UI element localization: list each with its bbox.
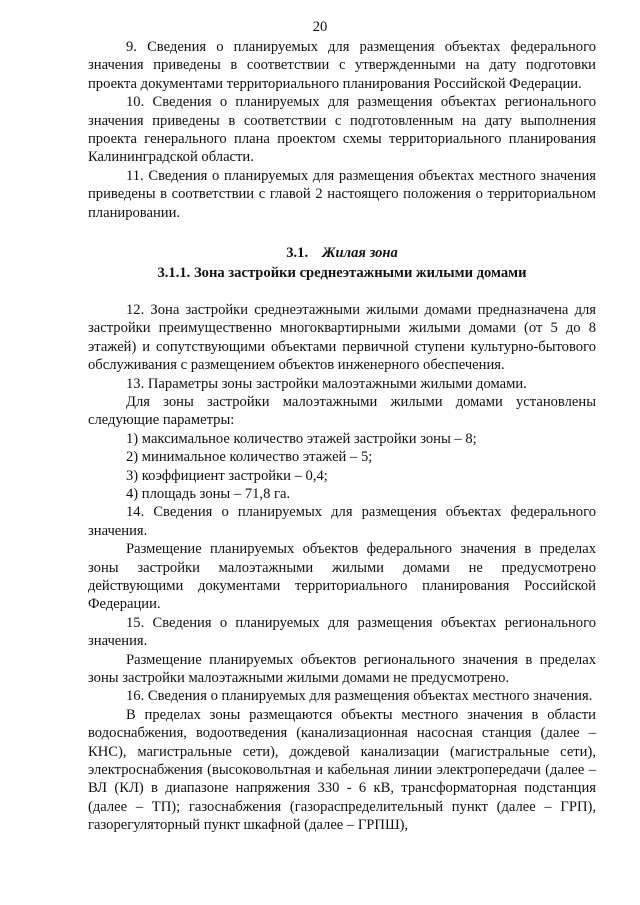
paragraph-11: 11. Сведения о планируемых для размещения объектах местного значения приведены в соответствии с главой 2 настоящего положения о территориальном планировании. [88,167,596,221]
param-item-2: 2) минимальное количество этажей – 5; [126,449,373,466]
section-title: Жилая зона [322,245,398,262]
param-item-1: 1) максимальное количество этажей застройки зоны – 8; [126,430,477,447]
document-body [88,38,596,835]
param-item-4: 4) площадь зоны – 71,8 га. [126,485,291,502]
subsection-heading: 3.1.1. Зона застройки среднеэтажными жилыми домами [157,265,527,282]
paragraph-16-text: В пределах зоны размещаются объекты местного значения в области водоснабжения, водоотведения (канализационная насосная станция (далее – КНС), магистральные сети), дождевой канализации (магистральные сети), электроснабжения (высоковольтная и кабельная линии электропередачи (далее – ВЛ (КЛ) в диапазоне напряжения 330 - 6 кВ, трансформаторная подстанция (далее – ТП); газоснабжения (газораспределительный пункт (далее – ГРП), газорегуляторный пункт шкафной (далее – ГРПШ), [88,706,596,834]
param-item-3: 3) коэффициент застройки – 0,4; [126,467,328,484]
paragraph-16: 16. Сведения о планируемых для размещения объектах местного значения. [126,688,593,705]
paragraph-15-text: Размещение планируемых объектов регионального значения в пределах зоны застройки малоэтажными жилыми домами не предусмотрено. [88,651,596,686]
paragraph-15: 15. Сведения о планируемых для размещения объектах регионального значения. [88,614,596,650]
paragraph-9: 9. Сведения о планируемых для размещения объектах федерального значения приведены в соответствии с утвержденными на дату подготовки проекта документами территориального планирования Российской Федерации. [88,39,596,92]
paragraph-12: 12. Зона застройки среднеэтажными жилыми домами предназначена для застройки преимущественно многоквартирными жилыми домами (от 5 до 8 этажей) и сопутствующими объектами первичной ступени культурно-бытового обслуживания с размещением объектов инженерного обеспечения. [88,301,596,374]
paragraph-10: 10. Сведения о планируемых для размещения объектах регионального значения приведены в соответствии с подготовленным на дату выполнения проекта генерального плана проектом схемы территориального планирования Калининградской области. [88,94,596,166]
paragraph-13: 13. Параметры зоны застройки малоэтажными жилыми домами. [126,375,527,392]
paragraph-14-text: Размещение планируемых объектов федерального значения в пределах зоны застройки малоэтажными жилыми домами не предусмотрено действующими документами территориального планирования Российской Федерации. [88,541,596,613]
paragraph-13-intro: Для зоны застройки малоэтажными жилыми домами установлены следующие параметры: [88,393,596,429]
section-number: 3.1. [286,245,309,262]
page-number: 20 [312,19,328,35]
section-heading [88,244,596,262]
paragraph-14: 14. Сведения о планируемых для размещения объектах федерального значения. [88,504,596,539]
